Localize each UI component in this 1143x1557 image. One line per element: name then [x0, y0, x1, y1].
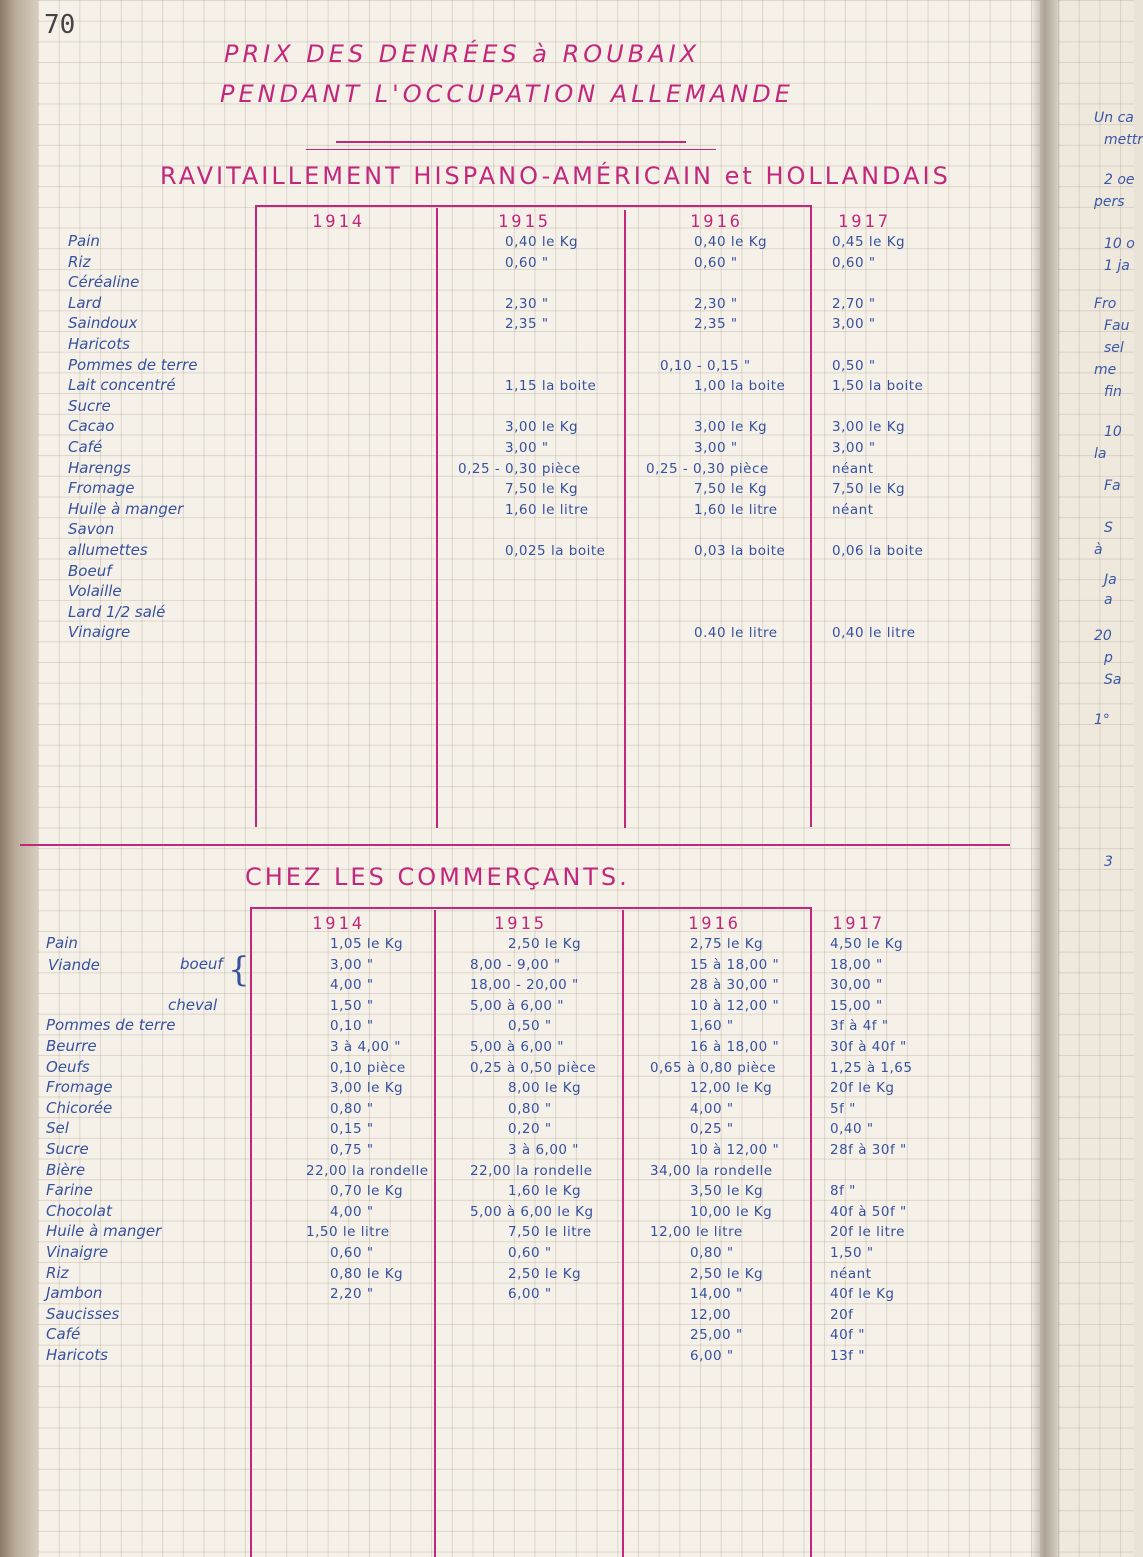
section2-item-name: Huile à manger	[46, 1222, 162, 1241]
section2-item-name: Saucisses	[46, 1304, 120, 1323]
section1-price-cell: 1,50 la boite	[832, 378, 924, 395]
section1-item-name: Riz	[68, 252, 91, 271]
section2-price-cell: 5,00 à 6,00 "	[470, 1039, 564, 1055]
section2-price-cell: 3,00 "	[330, 956, 374, 973]
section1-price-cell: 3,00 "	[505, 440, 549, 456]
section2-price-cell: 1,60 "	[690, 1018, 734, 1035]
section1-item-name: Cacao	[68, 417, 115, 436]
section2-price-cell: 5,00 à 6,00 le Kg	[470, 1203, 594, 1220]
section2-price-cell: 30f à 40f "	[830, 1039, 907, 1055]
title-line-1: PRIX DES DENRÉES à ROUBAIX	[224, 40, 701, 68]
section2-price-cell: 1,50 "	[830, 1245, 874, 1261]
section2-item-name: Pain	[46, 934, 78, 952]
notebook-binding	[0, 0, 38, 1557]
section2-price-cell: 4,50 le Kg	[830, 936, 904, 952]
section2-price-cell: 4,00 "	[330, 977, 374, 994]
right-page-fragment: fin	[1104, 384, 1122, 400]
section2-price-cell: 0,80 "	[690, 1245, 734, 1261]
section1-item-name: Saindoux	[68, 314, 138, 333]
section2-price-cell: 30,00 "	[830, 977, 883, 994]
section1-price-cell: 0,025 la boite	[505, 543, 606, 559]
section2-price-cell: 40f le Kg	[830, 1286, 895, 1303]
section1-price-cell: 7,50 le Kg	[505, 481, 579, 498]
section2-price-cell: 1,60 le Kg	[508, 1183, 582, 1200]
section2-price-cell: 8,00 le Kg	[508, 1080, 582, 1097]
section2-price-cell: 10 à 12,00 "	[690, 997, 780, 1014]
section2-price-cell: 0,80 "	[508, 1100, 552, 1117]
section2-price-cell: 18,00 - 20,00 "	[470, 977, 579, 994]
section2-item-name: Jambon	[46, 1284, 103, 1303]
section1-price-cell: 0,60 "	[694, 254, 738, 271]
section2-price-cell: 1,50 "	[330, 997, 374, 1014]
section2-item-name: Oeufs	[46, 1057, 90, 1076]
right-page	[1058, 0, 1134, 1557]
section2-price-cell: 0,25 "	[690, 1121, 734, 1138]
section-divider	[20, 844, 1010, 846]
section1-price-cell: 1,15 la boite	[505, 378, 597, 395]
right-page-fragment: 2 oe	[1104, 172, 1135, 188]
right-page-fragment: 3	[1104, 854, 1113, 870]
section2-price-cell: 40f "	[830, 1327, 865, 1344]
section2-price-cell: 8,00 - 9,00 "	[470, 956, 561, 973]
section1-item-name: Pain	[68, 232, 100, 250]
section2-item-name: Chicorée	[46, 1098, 113, 1117]
section2-price-cell: 18,00 "	[830, 956, 883, 973]
section2-year-header: 1917	[832, 914, 885, 934]
section1-item-name: Haricots	[68, 335, 130, 353]
section2-price-cell: 10 à 12,00 "	[690, 1142, 780, 1158]
section1-price-cell: 2,30 "	[694, 295, 738, 312]
section2-price-cell: 28f à 30f "	[830, 1142, 907, 1158]
section1-year-header: 1916	[690, 212, 743, 232]
right-page-fragment: Fro	[1094, 296, 1117, 312]
section2-top-line	[250, 907, 810, 909]
section1-item-name: Fromage	[68, 479, 135, 498]
section2-price-cell: 2,50 le Kg	[508, 936, 582, 952]
right-page-fragment: me	[1094, 362, 1117, 378]
section2-price-cell: 0,65 à 0,80 pièce	[650, 1059, 777, 1076]
right-page-fragment: Fa	[1104, 478, 1121, 494]
section2-item-name: Riz	[46, 1263, 69, 1282]
section2-price-cell: 20f	[830, 1306, 854, 1323]
section1-price-cell: 0,60 "	[505, 254, 549, 271]
section1-price-cell: néant	[832, 501, 874, 518]
section2-price-cell: 1,50 le litre	[306, 1224, 390, 1241]
section2-price-cell: 15,00 "	[830, 997, 883, 1014]
section2-price-cell: 0,15 "	[330, 1121, 374, 1138]
section2-year-header: 1915	[494, 914, 547, 934]
section2-price-cell: 3 à 6,00 "	[508, 1142, 580, 1158]
section2-price-cell: 0,80 le Kg	[330, 1265, 404, 1282]
section2-item-name: cheval	[168, 995, 218, 1014]
section2-price-cell: 0,10 "	[330, 1018, 374, 1035]
section2-heading: CHEZ LES COMMERÇANTS.	[245, 863, 630, 891]
section2-item-name: Vinaigre	[46, 1243, 109, 1261]
viande-brace: {	[228, 950, 250, 990]
right-page-fragment: pers	[1094, 194, 1125, 210]
section1-item-name: Céréaline	[68, 273, 140, 292]
section1-item-name: Café	[68, 438, 103, 456]
section1-price-cell: 1,00 la boite	[694, 378, 786, 395]
section1-price-cell: 0,40 le litre	[832, 625, 916, 642]
section2-price-cell: 1,25 à 1,65	[830, 1059, 913, 1076]
section2-price-cell: 4,00 "	[690, 1100, 734, 1117]
right-page-fragment: p	[1104, 650, 1113, 666]
section2-col-line	[434, 910, 436, 1557]
section2-price-cell: 2,50 le Kg	[690, 1265, 764, 1282]
section1-item-name: Boeuf	[68, 561, 112, 580]
section2-price-cell: 16 à 18,00 "	[690, 1039, 780, 1055]
section2-col-line	[810, 907, 812, 1557]
section2-price-cell: 8f "	[830, 1183, 856, 1200]
section1-item-name: Lard 1/2 salé	[68, 602, 166, 621]
section1-item-name: Pommes de terre	[68, 355, 198, 374]
section1-price-cell: 0,45 le Kg	[832, 234, 906, 250]
section1-price-cell: 3,00 le Kg	[505, 419, 579, 436]
right-page-fragment: 10 o	[1104, 236, 1135, 252]
section2-col-line	[250, 907, 252, 1557]
section1-year-header: 1917	[838, 212, 891, 232]
section2-price-cell: néant	[830, 1265, 872, 1282]
title-underline	[336, 141, 686, 143]
section2-year-header: 1914	[312, 914, 365, 934]
section1-price-cell: 2,35 "	[694, 316, 738, 333]
section2-item-name: Haricots	[46, 1346, 108, 1364]
section1-price-cell: 7,50 le Kg	[832, 481, 906, 498]
right-page-fragment: à	[1094, 542, 1103, 558]
title-line-2: PENDANT L'OCCUPATION ALLEMANDE	[220, 80, 794, 108]
section1-price-cell: 0,60 "	[832, 254, 876, 271]
section2-price-cell: 13f "	[830, 1348, 865, 1364]
section1-price-cell: 0.40 le litre	[694, 625, 778, 642]
section1-price-cell: 2,35 "	[505, 316, 549, 333]
section1-item-name: Vinaigre	[68, 623, 131, 642]
section1-price-cell: 0,40 le Kg	[694, 234, 768, 250]
viande-label: Viande	[48, 956, 100, 974]
title-underline-2	[306, 149, 716, 150]
section2-price-cell: 25,00 "	[690, 1327, 743, 1344]
section1-item-name: Lard	[68, 293, 102, 312]
section1-price-cell: 3,00 "	[832, 440, 876, 456]
right-page-fragment: Fau	[1104, 318, 1130, 334]
right-page-fragment: 1°	[1094, 712, 1110, 728]
section2-price-cell: 0,40 "	[830, 1121, 874, 1138]
section2-price-cell: 3 à 4,00 "	[330, 1039, 402, 1055]
section2-item-name: Café	[46, 1325, 81, 1344]
section2-price-cell: 12,00 le Kg	[690, 1080, 773, 1097]
right-page-fragment: S	[1104, 520, 1113, 536]
page-number: 70	[44, 10, 76, 40]
section2-price-cell: 0,60 "	[508, 1245, 552, 1261]
section1-price-cell: 0,10 - 0,15 "	[660, 357, 751, 374]
section1-price-cell: néant	[832, 460, 874, 477]
section1-col-line	[624, 210, 626, 828]
section1-top-line	[255, 205, 810, 207]
section2-item-name: Farine	[46, 1181, 93, 1200]
section1-col-line	[255, 205, 257, 827]
section2-price-cell: 0,20 "	[508, 1121, 552, 1138]
section1-price-cell: 0,03 la boite	[694, 543, 786, 559]
section1-item-name: Lait concentré	[68, 376, 176, 395]
section2-price-cell: 20f le litre	[830, 1224, 905, 1241]
section2-price-cell: 2,75 le Kg	[690, 936, 764, 952]
section1-price-cell: 3,00 "	[694, 440, 738, 456]
section2-price-cell: 20f le Kg	[830, 1080, 895, 1097]
section2-price-cell: 22,00 la rondelle	[306, 1162, 429, 1179]
section2-price-cell: 3f à 4f "	[830, 1018, 889, 1035]
section1-item-name: allumettes	[68, 541, 148, 559]
section2-price-cell: 10,00 le Kg	[690, 1203, 773, 1220]
section2-price-cell: 6,00 "	[690, 1348, 734, 1364]
section2-price-cell: 22,00 la rondelle	[470, 1162, 593, 1179]
right-page-fragment: Sa	[1104, 672, 1122, 688]
section2-price-cell: 0,50 "	[508, 1018, 552, 1035]
section2-price-cell: 3,00 le Kg	[330, 1080, 404, 1097]
section2-price-cell: 0,60 "	[330, 1245, 374, 1261]
section2-price-cell: 3,50 le Kg	[690, 1183, 764, 1200]
right-page-fragment: sel	[1104, 340, 1124, 356]
section1-heading: RAVITAILLEMENT HISPANO-AMÉRICAIN et HOLLANDAIS	[160, 162, 951, 190]
section2-price-cell: 15 à 18,00 "	[690, 956, 780, 973]
section1-year-header: 1915	[498, 212, 551, 232]
right-page-fragment: 20	[1094, 628, 1112, 644]
section1-col-line	[436, 208, 438, 828]
section1-price-cell: 0,40 le Kg	[505, 234, 579, 250]
section1-price-cell: 3,00 le Kg	[694, 419, 768, 436]
right-page-fragment: a	[1104, 592, 1113, 608]
section2-price-cell: 5,00 à 6,00 "	[470, 997, 564, 1014]
section1-price-cell: 2,30 "	[505, 295, 549, 312]
section2-price-cell: 28 à 30,00 "	[690, 977, 780, 994]
section1-item-name: Harengs	[68, 458, 131, 477]
section2-price-cell: 7,50 le litre	[508, 1224, 592, 1241]
section2-price-cell: 0,25 à 0,50 pièce	[470, 1059, 597, 1076]
section2-item-name: Pommes de terre	[46, 1016, 176, 1035]
section2-item-name: Chocolat	[46, 1201, 112, 1220]
section2-price-cell: 0,75 "	[330, 1142, 374, 1158]
section2-price-cell: 34,00 la rondelle	[650, 1162, 773, 1179]
section2-year-header: 1916	[688, 914, 741, 934]
right-page-fragment: 1 ja	[1104, 258, 1130, 274]
right-page-fragment: Ja	[1104, 572, 1117, 588]
section1-item-name: Huile à manger	[68, 499, 184, 518]
right-page-fragment: la	[1094, 446, 1107, 462]
section2-price-cell: 5f "	[830, 1100, 856, 1117]
section1-price-cell: 0,25 - 0,30 pièce	[646, 460, 769, 477]
section2-price-cell: 14,00 "	[690, 1286, 743, 1303]
section2-price-cell: 4,00 "	[330, 1203, 374, 1220]
section1-year-header: 1914	[312, 212, 365, 232]
section2-price-cell: 2,20 "	[330, 1286, 374, 1303]
section2-price-cell: 0,70 le Kg	[330, 1183, 404, 1200]
right-page-fragment: Un ca	[1094, 110, 1134, 126]
section1-price-cell: 3,00 "	[832, 316, 876, 333]
right-page-fragment: mettr	[1104, 132, 1143, 148]
section2-item-name: Beurre	[46, 1037, 97, 1055]
section2-item-name: Bière	[46, 1160, 86, 1179]
section1-item-name: Volaille	[68, 582, 122, 601]
section2-item-name: Sucre	[46, 1140, 89, 1158]
right-page-fragment: 10	[1104, 424, 1122, 440]
section1-col-line	[810, 205, 812, 827]
section2-price-cell: 0,80 "	[330, 1100, 374, 1117]
section2-price-cell: 40f à 50f "	[830, 1203, 907, 1220]
section2-item-name: Fromage	[46, 1078, 113, 1097]
section2-price-cell: 2,50 le Kg	[508, 1265, 582, 1282]
section1-price-cell: 0,06 la boite	[832, 543, 924, 559]
section1-price-cell: 1,60 le litre	[694, 501, 778, 518]
page-gutter	[1030, 0, 1060, 1557]
section2-price-cell: 12,00 le litre	[650, 1224, 743, 1241]
section2-price-cell: 12,00	[690, 1306, 732, 1323]
section1-price-cell: 0,25 - 0,30 pièce	[458, 460, 581, 477]
section1-item-name: Savon	[68, 520, 115, 539]
section1-item-name: Sucre	[68, 396, 111, 415]
section2-price-cell: 1,05 le Kg	[330, 936, 404, 952]
section2-price-cell: 6,00 "	[508, 1286, 552, 1303]
section2-item-name: boeuf	[180, 954, 223, 973]
section1-price-cell: 1,60 le litre	[505, 501, 589, 518]
section2-price-cell: 0,10 pièce	[330, 1059, 406, 1076]
section2-col-line	[622, 910, 624, 1557]
section1-price-cell: 7,50 le Kg	[694, 481, 768, 498]
section1-price-cell: 3,00 le Kg	[832, 419, 906, 436]
section2-item-name: Sel	[46, 1119, 69, 1138]
section1-price-cell: 0,50 "	[832, 357, 876, 374]
section1-price-cell: 2,70 "	[832, 295, 876, 312]
